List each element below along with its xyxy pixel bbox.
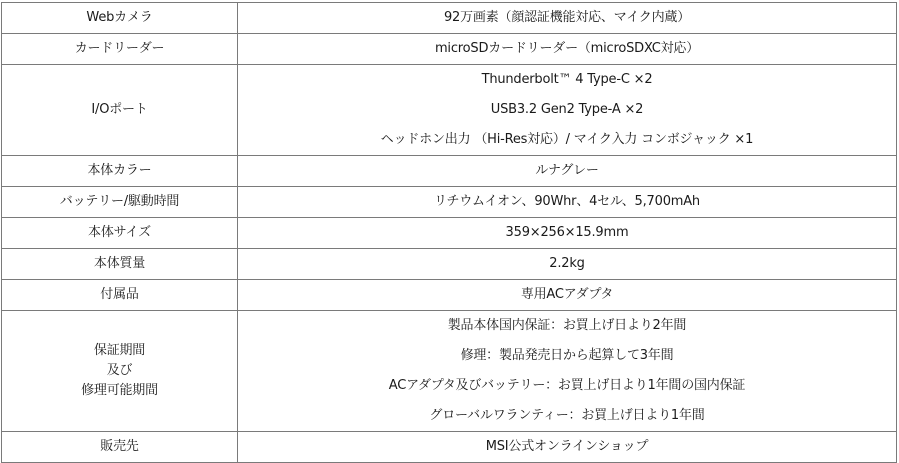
table-row (2, 156, 897, 187)
label-text: Webカメラ (86, 10, 153, 25)
row-label (2, 218, 238, 249)
table-row (2, 187, 897, 218)
row-label (2, 249, 238, 280)
row-value (238, 65, 897, 156)
label-text: 修理可能期間 (81, 383, 158, 398)
label-text: 付属品 (100, 287, 139, 302)
label-text: I/Oポート (91, 102, 148, 117)
label-text: バッテリー/駆動時間 (59, 194, 180, 209)
label-text: 保証期間 (93, 343, 146, 358)
row-value (238, 432, 897, 463)
value-text: MSI公式オンラインショップ (485, 439, 649, 454)
row-label (2, 280, 238, 311)
value-text: Thunderbolt™ 4 Type-C ×2 (481, 72, 653, 87)
table-row (2, 65, 897, 156)
row-label (2, 311, 238, 432)
spec-table (1, 2, 897, 463)
value-text: 2.2kg (549, 256, 585, 271)
label-text: カードリーダー (74, 41, 165, 56)
row-label (2, 156, 238, 187)
label-text: 本体質量 (93, 256, 146, 271)
value-text: USB3.2 Gen2 Type-A ×2 (490, 102, 644, 117)
row-value (238, 249, 897, 280)
row-value (238, 218, 897, 249)
row-label (2, 3, 238, 34)
value-text: 製品本体国内保証：お買上げ日より2年間 (447, 318, 687, 333)
value-text: リチウムイオン、90Whr、4セル、5,700mAh (434, 194, 700, 209)
row-label (2, 187, 238, 218)
table-row (2, 34, 897, 65)
row-label (2, 34, 238, 65)
row-value (238, 156, 897, 187)
label-text: 本体サイズ (88, 225, 151, 240)
table-row (2, 249, 897, 280)
value-text: 修理：製品発売日から起算して3年間 (460, 348, 674, 363)
row-value (238, 34, 897, 65)
value-text: 92万画素（顔認証機能対応、マイク内蔵） (443, 10, 691, 25)
value-text: グローバルワランティー：お買上げ日より1年間 (429, 408, 705, 423)
row-value (238, 3, 897, 34)
row-value (238, 187, 897, 218)
table-row (2, 311, 897, 432)
row-value (238, 311, 897, 432)
label-text: 及び (106, 363, 133, 378)
table-row (2, 432, 897, 463)
row-label (2, 65, 238, 156)
table-row (2, 280, 897, 311)
row-label (2, 432, 238, 463)
table-row (2, 3, 897, 34)
value-text: ACアダプタ及びバッテリー：お買上げ日より1年間の国内保証 (388, 378, 746, 393)
label-text: 販売先 (100, 439, 139, 454)
value-text: ヘッドホン出力 （Hi-Res対応）/ マイク入力 コンボジャック ×1 (380, 132, 754, 147)
value-text: 359×256×15.9mm (505, 225, 629, 240)
table-row (2, 218, 897, 249)
row-value (238, 280, 897, 311)
value-text: 専用ACアダプタ (520, 287, 614, 302)
label-text: 本体カラー (87, 163, 152, 178)
value-text: microSDカードリーダー（microSDXC対応） (434, 41, 700, 56)
value-text: ルナグレー (535, 163, 599, 178)
